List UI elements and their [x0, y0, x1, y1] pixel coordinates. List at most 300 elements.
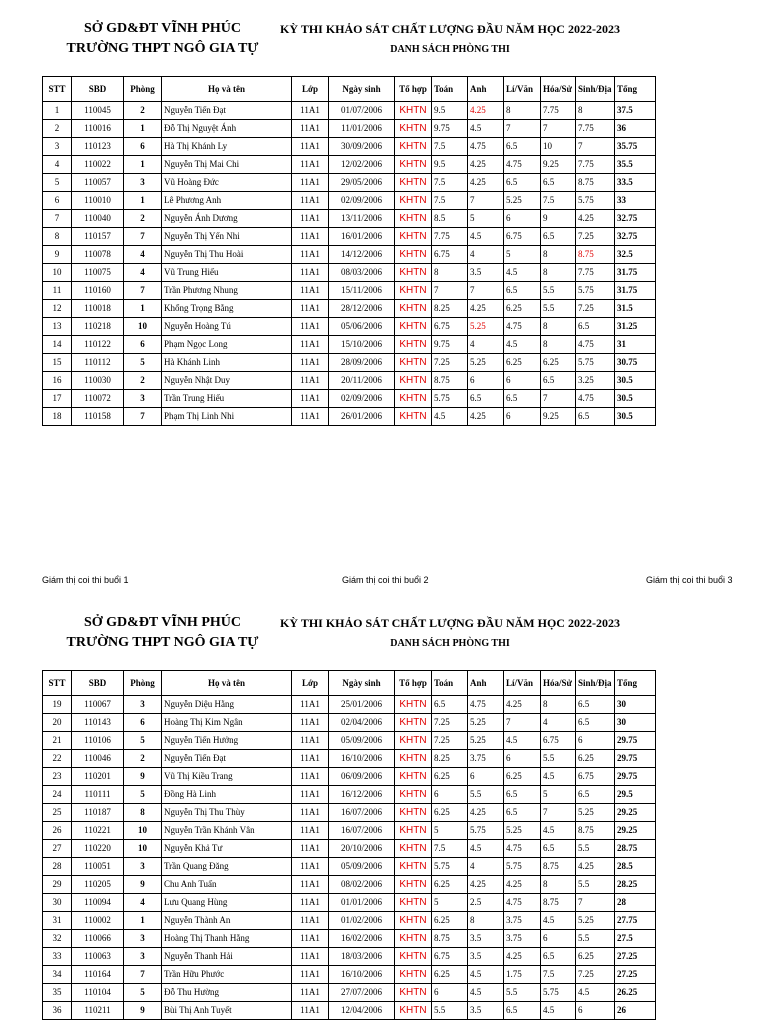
col-sbd-cell: 110123	[72, 138, 124, 156]
col-class-header: Lớp	[292, 671, 329, 696]
col-class-cell: 11A1	[292, 858, 329, 876]
table-row	[43, 318, 656, 336]
col-physics-lit-cell: 4.75	[504, 840, 541, 858]
col-total-cell: 30	[615, 696, 656, 714]
col-combo-cell: KHTN	[395, 120, 432, 138]
col-class-cell: 11A1	[292, 354, 329, 372]
col-combo-cell: KHTN	[395, 804, 432, 822]
col-dob-header: Ngày sinh	[329, 77, 395, 102]
col-english-cell: 6.5	[468, 390, 504, 408]
signature-3: Giám thị coi thi buổi 3	[646, 575, 733, 585]
col-chem-hist-cell: 5.75	[541, 984, 576, 1002]
col-phong-cell: 9	[124, 768, 162, 786]
header-right-2	[280, 615, 620, 651]
col-class-cell: 11A1	[292, 732, 329, 750]
col-bio-geo-cell: 7.25	[576, 228, 615, 246]
col-english-cell: 3.5	[468, 1002, 504, 1020]
col-physics-lit-cell: 4.75	[504, 318, 541, 336]
col-dob-cell: 30/09/2006	[329, 138, 395, 156]
col-english-cell: 4.25	[468, 174, 504, 192]
col-sbd-cell: 110205	[72, 876, 124, 894]
col-total-cell: 30.5	[615, 408, 656, 426]
col-chem-hist-cell: 5.5	[541, 750, 576, 768]
col-physics-lit-cell: 6.5	[504, 786, 541, 804]
col-english-cell: 7	[468, 282, 504, 300]
table-row	[43, 732, 656, 750]
col-phong-cell: 2	[124, 372, 162, 390]
col-sbd-cell: 110030	[72, 372, 124, 390]
col-class-cell: 11A1	[292, 300, 329, 318]
col-name-cell: Đỗ Thu Hường	[162, 984, 292, 1002]
col-chem-hist-cell: 6.75	[541, 732, 576, 750]
col-physics-lit-cell: 3.75	[504, 930, 541, 948]
col-dob-cell: 16/01/2006	[329, 228, 395, 246]
col-bio-geo-cell: 6.5	[576, 714, 615, 732]
col-chem-hist-cell: 4.5	[541, 912, 576, 930]
col-combo-cell: KHTN	[395, 156, 432, 174]
col-dob-cell: 28/09/2006	[329, 354, 395, 372]
col-sbd-cell: 110158	[72, 408, 124, 426]
col-math-cell: 9.5	[432, 156, 468, 174]
col-combo-cell: KHTN	[395, 966, 432, 984]
col-combo-cell: KHTN	[395, 768, 432, 786]
col-dob-cell: 18/03/2006	[329, 948, 395, 966]
col-stt-cell: 14	[43, 336, 72, 354]
col-combo-cell: KHTN	[395, 732, 432, 750]
col-dob-cell: 20/11/2006	[329, 372, 395, 390]
col-dob-cell: 02/09/2006	[329, 390, 395, 408]
table-row	[43, 336, 656, 354]
col-sbd-cell: 110094	[72, 894, 124, 912]
header-left-2	[60, 613, 265, 653]
dept-name: SỞ GD&ĐT VĨNH PHÚC	[83, 21, 241, 36]
col-chem-hist-cell: 9.25	[541, 408, 576, 426]
col-combo-cell: KHTN	[395, 912, 432, 930]
col-class-cell: 11A1	[292, 822, 329, 840]
col-dob-cell: 26/01/2006	[329, 408, 395, 426]
col-english-cell: 5	[468, 210, 504, 228]
table-row	[43, 156, 656, 174]
table-row	[43, 768, 656, 786]
school-name: TRƯỜNG THPT NGÔ GIA TỰ	[66, 41, 259, 56]
table-row	[43, 966, 656, 984]
table-row	[43, 300, 656, 318]
table-row	[43, 390, 656, 408]
col-class-cell: 11A1	[292, 246, 329, 264]
col-sbd-cell: 110075	[72, 264, 124, 282]
col-class-cell: 11A1	[292, 264, 329, 282]
col-math-cell: 6.25	[432, 966, 468, 984]
col-physics-lit-cell: 6.5	[504, 804, 541, 822]
col-dob-cell: 16/10/2006	[329, 966, 395, 984]
col-english-cell: 3.5	[468, 264, 504, 282]
col-english-cell: 4.75	[468, 696, 504, 714]
col-english-cell: 4.25	[468, 876, 504, 894]
col-sbd-cell: 110045	[72, 102, 124, 120]
col-sbd-cell: 110211	[72, 1002, 124, 1020]
col-stt-cell: 7	[43, 210, 72, 228]
col-physics-lit-cell: 6.25	[504, 354, 541, 372]
table-row	[43, 408, 656, 426]
col-phong-cell: 1	[124, 300, 162, 318]
col-math-header: Toán	[432, 77, 468, 102]
col-name-cell: Vũ Thị Kiều Trang	[162, 768, 292, 786]
col-name-cell: Nguyễn Hoàng Tú	[162, 318, 292, 336]
col-phong-header: Phòng	[124, 671, 162, 696]
col-math-cell: 7.25	[432, 714, 468, 732]
col-bio-geo-cell: 7	[576, 894, 615, 912]
col-chem-hist-cell: 6.5	[541, 228, 576, 246]
col-physics-lit-header: Lí/Văn	[504, 77, 541, 102]
col-sbd-cell: 110111	[72, 786, 124, 804]
col-name-cell: Nguyễn Nhật Duy	[162, 372, 292, 390]
col-name-cell: Nguyễn Tiến Đạt	[162, 102, 292, 120]
col-combo-cell: KHTN	[395, 210, 432, 228]
col-bio-geo-cell: 6.5	[576, 696, 615, 714]
col-english-cell: 4	[468, 336, 504, 354]
col-math-cell: 6.25	[432, 804, 468, 822]
col-name-cell: Hà Khánh Linh	[162, 354, 292, 372]
col-sbd-cell: 110072	[72, 390, 124, 408]
col-phong-cell: 4	[124, 894, 162, 912]
col-total-cell: 29.75	[615, 732, 656, 750]
col-class-header: Lớp	[292, 77, 329, 102]
col-total-cell: 27.75	[615, 912, 656, 930]
col-class-cell: 11A1	[292, 408, 329, 426]
col-english-cell: 8	[468, 912, 504, 930]
col-stt-cell: 10	[43, 264, 72, 282]
col-chem-hist-cell: 8	[541, 876, 576, 894]
col-bio-geo-cell: 4.75	[576, 336, 615, 354]
col-dob-cell: 15/10/2006	[329, 336, 395, 354]
header-left	[60, 19, 265, 59]
col-sbd-header: SBD	[72, 77, 124, 102]
col-combo-cell: KHTN	[395, 696, 432, 714]
col-bio-geo-cell: 4.75	[576, 390, 615, 408]
col-stt-cell: 30	[43, 894, 72, 912]
col-bio-geo-cell: 6	[576, 732, 615, 750]
col-physics-lit-cell: 4.75	[504, 894, 541, 912]
col-physics-lit-cell: 7	[504, 714, 541, 732]
col-name-cell: Nguyễn Thị Thu Hoài	[162, 246, 292, 264]
col-combo-cell: KHTN	[395, 714, 432, 732]
col-class-cell: 11A1	[292, 984, 329, 1002]
col-chem-hist-cell: 9.25	[541, 156, 576, 174]
col-total-cell: 33.5	[615, 174, 656, 192]
col-phong-cell: 2	[124, 210, 162, 228]
col-stt-cell: 1	[43, 102, 72, 120]
col-total-cell: 31	[615, 336, 656, 354]
col-combo-cell: KHTN	[395, 390, 432, 408]
col-class-cell: 11A1	[292, 210, 329, 228]
col-total-cell: 29.75	[615, 750, 656, 768]
col-phong-cell: 6	[124, 336, 162, 354]
col-math-cell: 6	[432, 984, 468, 1002]
col-combo-cell: KHTN	[395, 894, 432, 912]
col-class-cell: 11A1	[292, 120, 329, 138]
col-combo-cell: KHTN	[395, 876, 432, 894]
col-name-cell: Nguyễn Khả Tư	[162, 840, 292, 858]
col-name-header: Họ và tên	[162, 671, 292, 696]
col-total-cell: 31.75	[615, 264, 656, 282]
col-dob-cell: 16/07/2006	[329, 804, 395, 822]
col-total-cell: 27.25	[615, 966, 656, 984]
col-dob-cell: 12/02/2006	[329, 156, 395, 174]
col-total-cell: 35.5	[615, 156, 656, 174]
col-total-header: Tổng	[615, 77, 656, 102]
col-physics-lit-cell: 4.25	[504, 696, 541, 714]
col-name-cell: Nguyễn Thanh Hải	[162, 948, 292, 966]
col-class-cell: 11A1	[292, 138, 329, 156]
col-sbd-cell: 110010	[72, 192, 124, 210]
col-class-cell: 11A1	[292, 876, 329, 894]
col-stt-cell: 19	[43, 696, 72, 714]
col-total-cell: 30.5	[615, 372, 656, 390]
col-bio-geo-cell: 6.75	[576, 768, 615, 786]
col-stt-cell: 8	[43, 228, 72, 246]
table-row	[43, 840, 656, 858]
col-dob-cell: 16/07/2006	[329, 822, 395, 840]
col-stt-cell: 29	[43, 876, 72, 894]
col-sbd-cell: 110220	[72, 840, 124, 858]
table-row	[43, 138, 656, 156]
col-bio-geo-cell: 5.75	[576, 354, 615, 372]
col-physics-lit-cell: 6.75	[504, 228, 541, 246]
col-sbd-cell: 110016	[72, 120, 124, 138]
col-english-cell: 4.25	[468, 102, 504, 120]
col-phong-cell: 7	[124, 408, 162, 426]
table-row	[43, 786, 656, 804]
col-combo-cell: KHTN	[395, 408, 432, 426]
col-sbd-cell: 110164	[72, 966, 124, 984]
col-phong-cell: 3	[124, 696, 162, 714]
table-row	[43, 1002, 656, 1020]
col-name-cell: Nguyễn Tiến Đạt	[162, 750, 292, 768]
col-bio-geo-cell: 6.5	[576, 318, 615, 336]
col-chem-hist-cell: 7.5	[541, 192, 576, 210]
table-row	[43, 804, 656, 822]
col-chem-hist-cell: 6.5	[541, 840, 576, 858]
col-phong-cell: 6	[124, 714, 162, 732]
exam-title: KỲ THI KHẢO SÁT CHẤT LƯỢNG ĐẦU NĂM HỌC 2022-2023	[280, 616, 620, 630]
col-total-cell: 28.5	[615, 858, 656, 876]
col-name-cell: Nguyễn Thị Yến Nhi	[162, 228, 292, 246]
col-phong-cell: 1	[124, 912, 162, 930]
col-dob-cell: 14/12/2006	[329, 246, 395, 264]
col-math-cell: 8.5	[432, 210, 468, 228]
col-bio-geo-cell: 6	[576, 1002, 615, 1020]
col-dob-cell: 01/02/2006	[329, 912, 395, 930]
col-phong-cell: 4	[124, 264, 162, 282]
col-phong-cell: 3	[124, 948, 162, 966]
col-chem-hist-cell: 7	[541, 390, 576, 408]
table-row	[43, 876, 656, 894]
col-math-cell: 6.75	[432, 318, 468, 336]
col-english-cell: 3.5	[468, 948, 504, 966]
col-english-cell: 4.5	[468, 966, 504, 984]
col-math-cell: 9.75	[432, 120, 468, 138]
table-row	[43, 354, 656, 372]
col-name-cell: Hà Thị Khánh Ly	[162, 138, 292, 156]
col-chem-hist-cell: 6.5	[541, 174, 576, 192]
col-name-cell: Vũ Trung Hiếu	[162, 264, 292, 282]
col-total-cell: 37.5	[615, 102, 656, 120]
col-dob-cell: 01/01/2006	[329, 894, 395, 912]
col-total-cell: 30.75	[615, 354, 656, 372]
col-math-cell: 8.75	[432, 930, 468, 948]
col-total-cell: 30	[615, 714, 656, 732]
col-chem-hist-cell: 6.5	[541, 372, 576, 390]
col-class-cell: 11A1	[292, 372, 329, 390]
col-sbd-cell: 110160	[72, 282, 124, 300]
header-row	[43, 77, 656, 102]
col-dob-cell: 12/04/2006	[329, 1002, 395, 1020]
col-physics-lit-cell: 4.5	[504, 264, 541, 282]
col-class-cell: 11A1	[292, 174, 329, 192]
table-row	[43, 750, 656, 768]
col-stt-cell: 26	[43, 822, 72, 840]
table-row	[43, 948, 656, 966]
col-total-cell: 31.75	[615, 282, 656, 300]
col-physics-lit-cell: 6	[504, 750, 541, 768]
col-stt-cell: 31	[43, 912, 72, 930]
col-total-cell: 36	[615, 120, 656, 138]
col-physics-lit-cell: 6	[504, 372, 541, 390]
col-total-header: Tổng	[615, 671, 656, 696]
col-combo-cell: KHTN	[395, 930, 432, 948]
col-total-cell: 35.75	[615, 138, 656, 156]
col-physics-lit-cell: 5.5	[504, 984, 541, 1002]
col-physics-lit-cell: 6.5	[504, 282, 541, 300]
col-dob-cell: 08/02/2006	[329, 876, 395, 894]
col-dob-cell: 05/09/2006	[329, 732, 395, 750]
col-combo-cell: KHTN	[395, 948, 432, 966]
signature-1: Giám thị coi thi buổi 1	[42, 575, 129, 585]
col-physics-lit-cell: 5	[504, 246, 541, 264]
col-phong-cell: 10	[124, 840, 162, 858]
col-phong-cell: 7	[124, 228, 162, 246]
col-math-cell: 6.25	[432, 876, 468, 894]
table-row	[43, 246, 656, 264]
col-english-cell: 4.75	[468, 138, 504, 156]
col-english-cell: 5.25	[468, 354, 504, 372]
col-dob-cell: 25/01/2006	[329, 696, 395, 714]
col-sbd-cell: 110040	[72, 210, 124, 228]
col-stt-cell: 20	[43, 714, 72, 732]
list-title: DANH SÁCH PHÒNG THI	[390, 44, 510, 55]
table-row	[43, 822, 656, 840]
col-dob-cell: 11/01/2006	[329, 120, 395, 138]
col-chem-hist-cell: 8.75	[541, 894, 576, 912]
col-class-cell: 11A1	[292, 696, 329, 714]
col-combo-cell: KHTN	[395, 372, 432, 390]
col-math-cell: 6	[432, 786, 468, 804]
col-sbd-cell: 110067	[72, 696, 124, 714]
col-total-cell: 33	[615, 192, 656, 210]
col-total-cell: 32.75	[615, 210, 656, 228]
header-row	[43, 671, 656, 696]
col-dob-cell: 16/10/2006	[329, 750, 395, 768]
table-row	[43, 228, 656, 246]
col-sbd-cell: 110104	[72, 984, 124, 1002]
col-stt-cell: 15	[43, 354, 72, 372]
col-physics-lit-cell: 6.25	[504, 300, 541, 318]
col-bio-geo-cell: 7.75	[576, 156, 615, 174]
col-sbd-cell: 110063	[72, 948, 124, 966]
col-name-cell: Nguyễn Diệu Hằng	[162, 696, 292, 714]
col-sbd-cell: 110218	[72, 318, 124, 336]
col-class-cell: 11A1	[292, 192, 329, 210]
col-bio-geo-cell: 6.25	[576, 948, 615, 966]
col-stt-cell: 22	[43, 750, 72, 768]
col-dob-cell: 15/11/2006	[329, 282, 395, 300]
col-bio-geo-cell: 6.25	[576, 750, 615, 768]
col-total-cell: 26.25	[615, 984, 656, 1002]
col-stt-cell: 33	[43, 948, 72, 966]
col-chem-hist-cell: 4.5	[541, 822, 576, 840]
signature-2: Giám thị coi thi buổi 2	[342, 575, 429, 585]
col-phong-cell: 7	[124, 282, 162, 300]
col-dob-cell: 05/09/2006	[329, 858, 395, 876]
col-english-cell: 5.25	[468, 714, 504, 732]
col-class-cell: 11A1	[292, 966, 329, 984]
col-english-cell: 4	[468, 246, 504, 264]
col-combo-header: Tổ hợp	[395, 77, 432, 102]
col-english-cell: 4	[468, 858, 504, 876]
col-physics-lit-cell: 5.25	[504, 192, 541, 210]
col-stt-cell: 4	[43, 156, 72, 174]
col-name-cell: Trần Phương Nhung	[162, 282, 292, 300]
table-row	[43, 282, 656, 300]
col-english-cell: 4.25	[468, 804, 504, 822]
col-name-cell: Bùi Thị Anh Tuyết	[162, 1002, 292, 1020]
col-english-cell: 6	[468, 768, 504, 786]
col-physics-lit-cell: 1.75	[504, 966, 541, 984]
col-physics-lit-cell: 4.25	[504, 876, 541, 894]
col-name-header: Họ và tên	[162, 77, 292, 102]
table-row	[43, 894, 656, 912]
col-math-cell: 7.5	[432, 192, 468, 210]
col-sbd-cell: 110187	[72, 804, 124, 822]
table-row	[43, 930, 656, 948]
col-english-header: Anh	[468, 671, 504, 696]
col-math-header: Toán	[432, 671, 468, 696]
col-total-cell: 27.25	[615, 948, 656, 966]
col-stt-cell: 6	[43, 192, 72, 210]
col-stt-header: STT	[43, 671, 72, 696]
col-math-cell: 4.5	[432, 408, 468, 426]
col-combo-cell: KHTN	[395, 840, 432, 858]
col-chem-hist-cell: 8	[541, 318, 576, 336]
col-bio-geo-cell: 5.75	[576, 282, 615, 300]
col-class-cell: 11A1	[292, 102, 329, 120]
col-class-cell: 11A1	[292, 894, 329, 912]
col-bio-geo-cell: 4.25	[576, 210, 615, 228]
col-sbd-cell: 110122	[72, 336, 124, 354]
col-physics-lit-cell: 5.25	[504, 822, 541, 840]
school-name: TRƯỜNG THPT NGÔ GIA TỰ	[66, 635, 259, 650]
col-chem-hist-cell: 7	[541, 804, 576, 822]
col-class-cell: 11A1	[292, 930, 329, 948]
col-stt-cell: 11	[43, 282, 72, 300]
col-sbd-cell: 110201	[72, 768, 124, 786]
col-bio-geo-cell: 8.75	[576, 822, 615, 840]
col-dob-cell: 28/12/2006	[329, 300, 395, 318]
col-english-cell: 4.25	[468, 408, 504, 426]
col-chem-hist-cell: 4.5	[541, 1002, 576, 1020]
col-math-cell: 9.75	[432, 336, 468, 354]
col-name-cell: Lưu Quang Hùng	[162, 894, 292, 912]
